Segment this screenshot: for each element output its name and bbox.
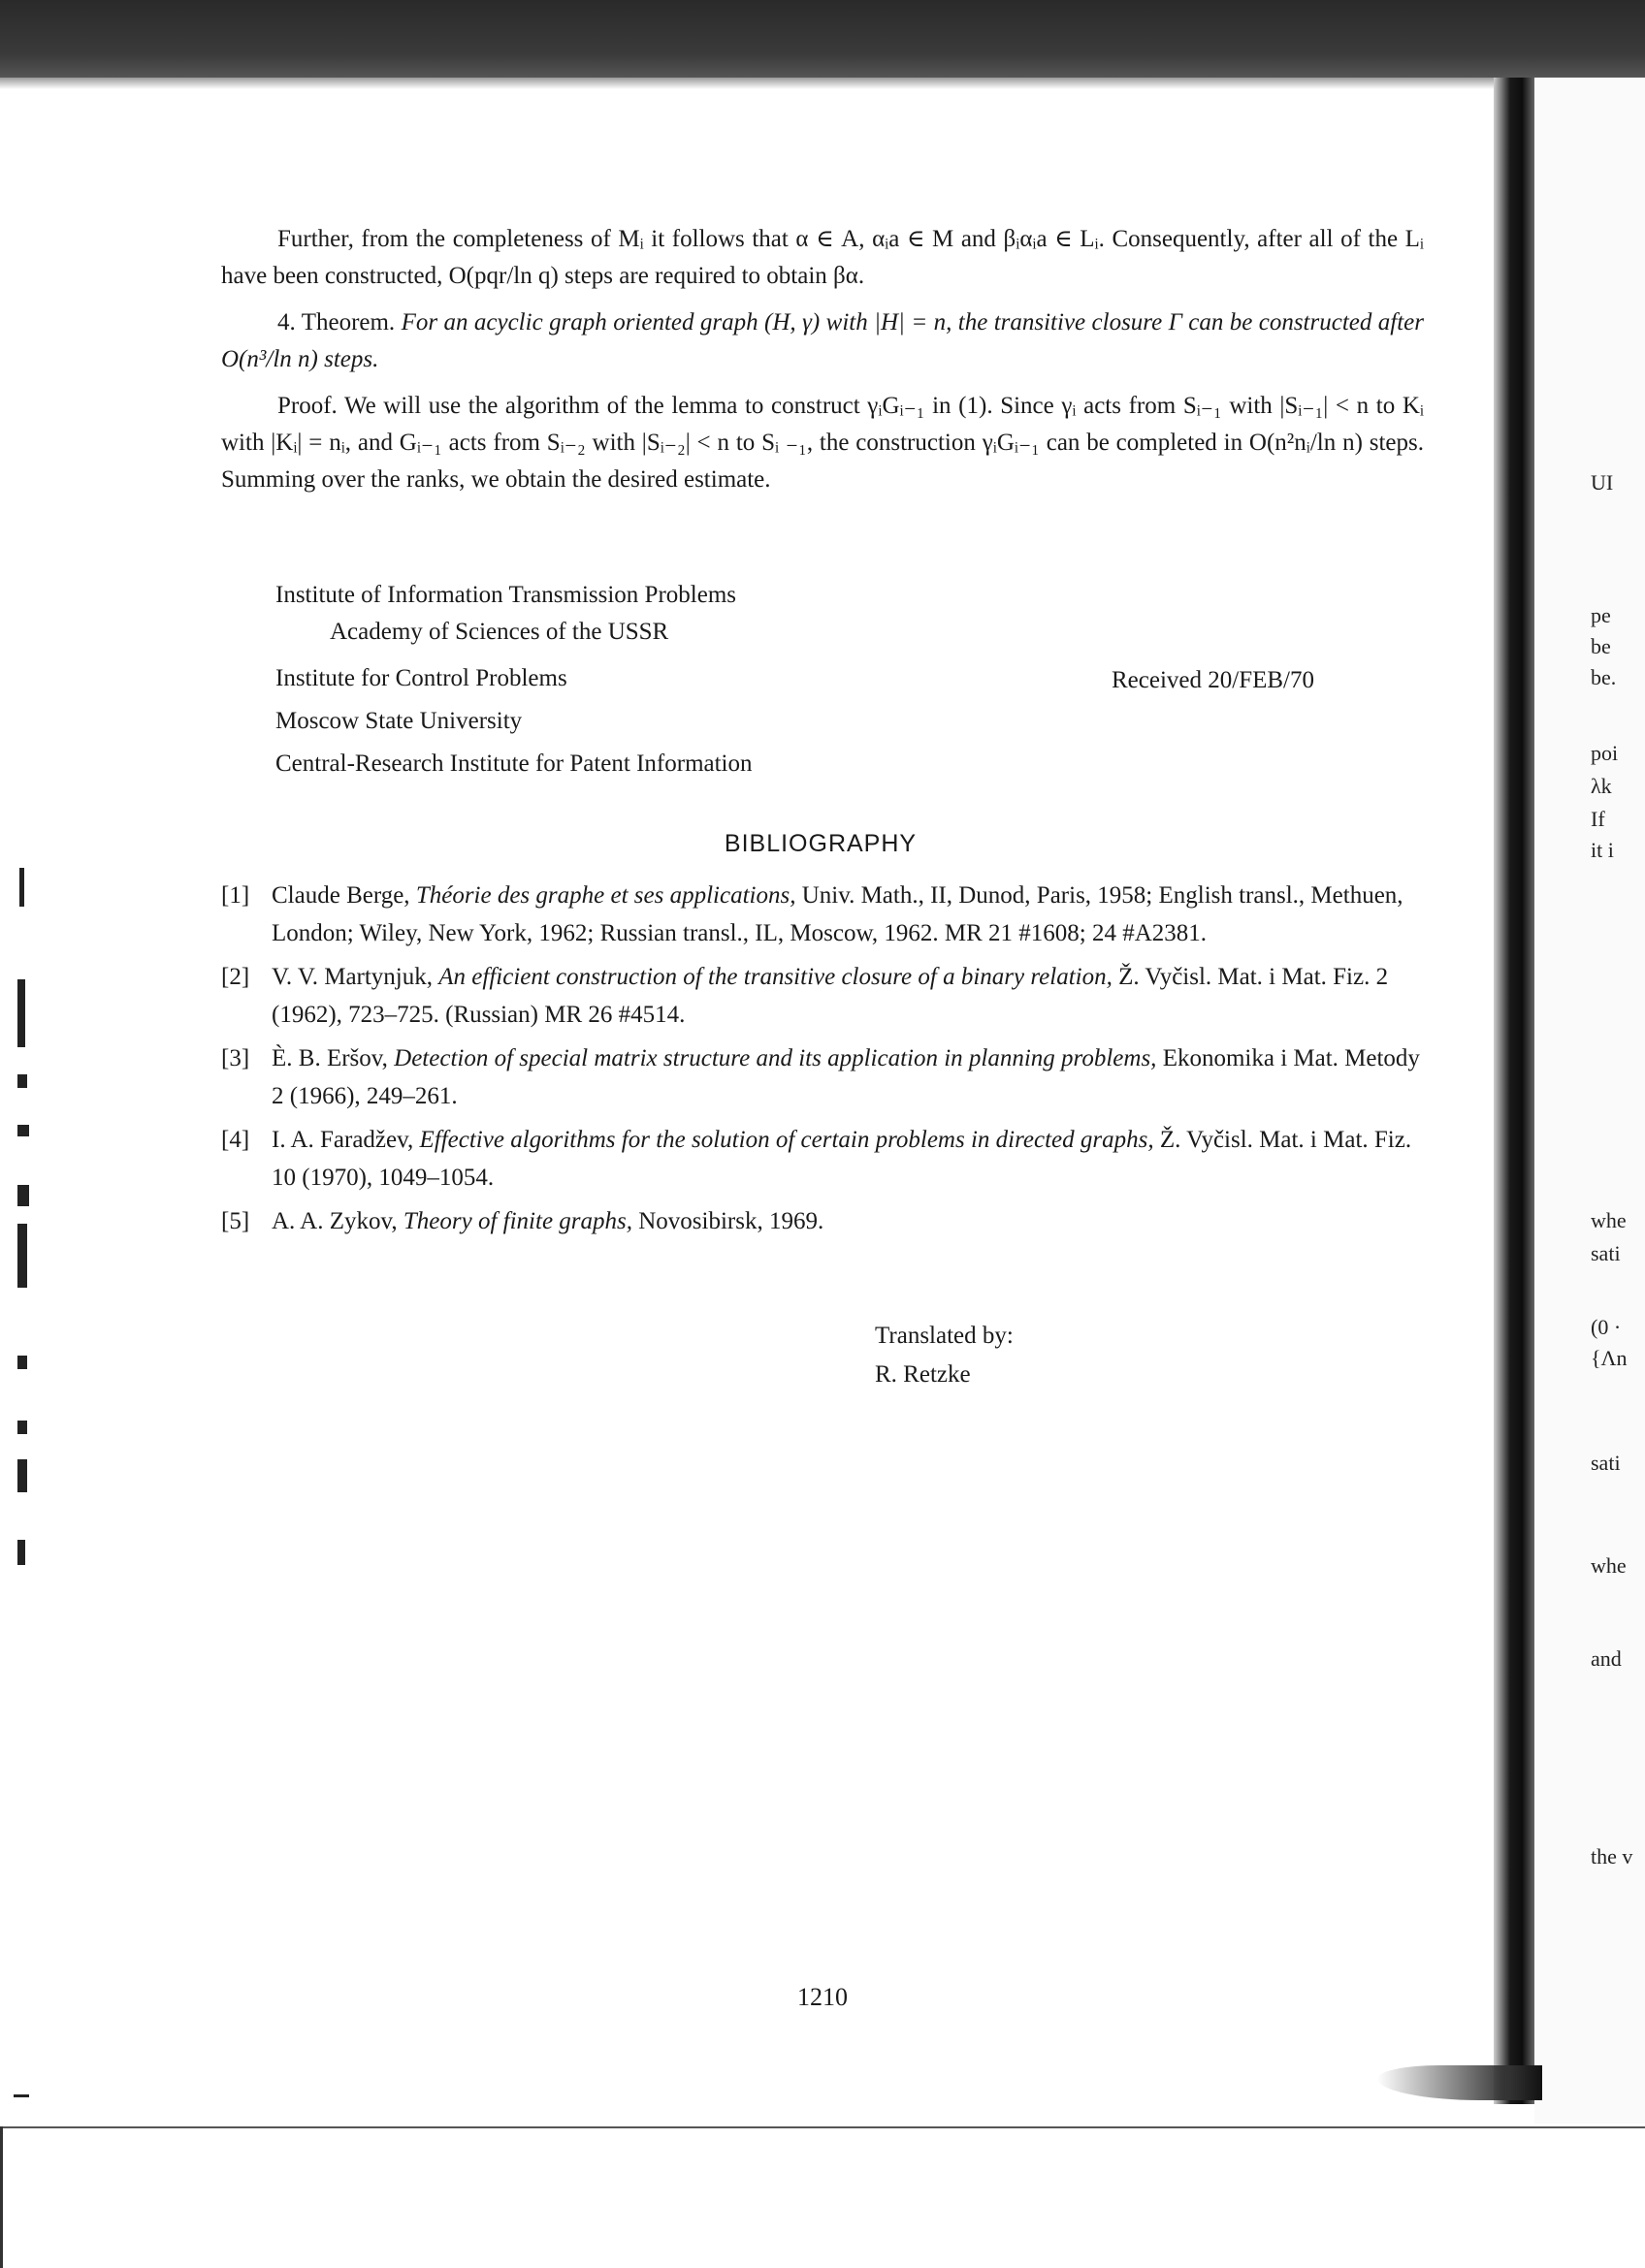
- reference-details: Ž. Vyčisl. Mat. i Mat. Fiz. 2 (1962), 723–725. (Russian) MR 26 #4514.: [272, 964, 1389, 1028]
- reference-author: V. V. Martynjuk,: [272, 964, 434, 990]
- facing-page-fragment: UI: [1591, 470, 1614, 495]
- received-date: Received 20/FEB/70: [1112, 667, 1314, 693]
- reference-title: Theory of finite graphs,: [403, 1208, 632, 1234]
- reference-item: [221, 1121, 1434, 1197]
- reference-number: [2]: [221, 964, 250, 990]
- spine-bottom-flare: [1377, 2065, 1542, 2100]
- margin-smudge: [19, 868, 24, 907]
- reference-title: Effective algorithms for the solution of certain problems in directed graphs,: [419, 1127, 1154, 1153]
- margin-smudge: [17, 1185, 29, 1206]
- affiliation-line: Central-Research Institute for Patent Information: [275, 751, 753, 777]
- translator-label: Translated by:: [875, 1323, 1014, 1349]
- reference-list: [221, 877, 1434, 1246]
- facing-page-fragment: pe: [1591, 603, 1611, 627]
- reference-title: Théorie des graphe et ses applications,: [415, 882, 796, 909]
- reference-details: Ekonomika i Mat. Metody 2 (1966), 249–261.: [272, 1045, 1420, 1109]
- facing-page-edge: [1534, 78, 1645, 2124]
- translator-credit: [875, 1317, 1014, 1394]
- facing-page-fragment: sati: [1591, 1241, 1621, 1265]
- facing-page-fragment: sati: [1591, 1451, 1621, 1475]
- margin-smudge: [14, 2094, 29, 2097]
- facing-page-fragment: the v: [1591, 1844, 1633, 1869]
- reference-details: Novosibirsk, 1969.: [638, 1208, 824, 1234]
- proof-paragraph: [221, 388, 1424, 498]
- proof-label: Proof.: [277, 393, 338, 419]
- margin-smudge: [17, 1540, 25, 1565]
- reference-number: [3]: [221, 1045, 250, 1071]
- affiliation-line: Academy of Sciences of the USSR: [330, 619, 669, 645]
- reference-item: [221, 1039, 1434, 1115]
- scan-corner-edge: [0, 2126, 3, 2268]
- margin-smudge: [17, 979, 25, 1047]
- facing-page-fragment: whe: [1591, 1208, 1627, 1232]
- facing-page-fragment: and: [1591, 1646, 1622, 1671]
- theorem-statement: For an acyclic graph oriented graph (H, γ) with |H| = n, the transitive closure Γ can be constructed after O(n³/ln n) steps.: [221, 309, 1424, 372]
- facing-page-fragment: be: [1591, 634, 1611, 658]
- reference-number: [5]: [221, 1208, 250, 1234]
- reference-item: [221, 877, 1434, 952]
- reference-item: [221, 958, 1434, 1034]
- reference-number: [4]: [221, 1127, 250, 1153]
- margin-smudge: [17, 1421, 27, 1434]
- margin-smudge: [17, 1356, 27, 1369]
- facing-page-fragment: whe: [1591, 1553, 1627, 1578]
- scan-top-fade: [0, 78, 1645, 89]
- facing-page-fragment: If: [1591, 807, 1605, 831]
- reference-details: Univ. Math., II, Dunod, Paris, 1958; English transl., Methuen, London; Wiley, New York, 1962; Russian transl., IL, Moscow, 1962. MR 21 #1608; 24 #A2381.: [272, 882, 1403, 946]
- reference-title: Detection of special matrix structure and its application in planning problems,: [394, 1045, 1157, 1071]
- page-number: 1210: [797, 1983, 848, 2011]
- book-spine-shadow: [1494, 78, 1534, 2104]
- body-text: [221, 221, 1424, 498]
- reference-item: [221, 1202, 1434, 1240]
- facing-page-fragment: (0 ·: [1591, 1315, 1622, 1339]
- facing-page-fragment: be.: [1591, 665, 1617, 689]
- reference-number: [1]: [221, 882, 250, 909]
- reference-author: I. A. Faradžev,: [272, 1127, 414, 1153]
- bibliography-heading: BIBLIOGRAPHY: [724, 830, 918, 857]
- affiliation-line: Moscow State University: [275, 708, 523, 734]
- reference-details: Ž. Vyčisl. Mat. i Mat. Fiz. 10 (1970), 1049–1054.: [272, 1127, 1412, 1191]
- facing-page-fragment: λk: [1591, 774, 1612, 798]
- facing-page-fragment: poi: [1591, 741, 1619, 765]
- translator-name: R. Retzke: [875, 1361, 971, 1388]
- margin-smudge: [17, 1125, 29, 1136]
- reference-author: Claude Berge,: [272, 882, 410, 909]
- theorem-paragraph: [221, 304, 1424, 378]
- reference-author: È. B. Eršov,: [272, 1045, 388, 1071]
- theorem-label: 4. Theorem.: [277, 309, 396, 335]
- margin-smudge: [17, 1074, 27, 1088]
- affiliation-line: Institute of Information Transmission Problems: [275, 582, 736, 608]
- proof-text: We will use the algorithm of the lemma to construct γᵢGᵢ₋₁ in (1). Since γᵢ acts from Sᵢ₋₁ with |Sᵢ₋₁| < n to Kᵢ with |Kᵢ| = nᵢ, and Gᵢ₋₁ acts from Sᵢ₋₂ with |Sᵢ₋₂| < n to Sᵢ ₋₁, the construction γᵢGᵢ₋₁ can be completed in O(n²nᵢ/ln n) steps. Summing over the ranks, we obtain the desired estimate.: [221, 393, 1424, 493]
- margin-smudge: [17, 1459, 27, 1492]
- reference-title: An efficient construction of the transitive closure of a binary relation,: [438, 964, 1113, 990]
- affiliation-line: Institute for Control Problems: [275, 665, 567, 691]
- facing-page-fragment: {Λn: [1591, 1346, 1628, 1370]
- scan-top-shadow: [0, 0, 1645, 78]
- paragraph-completeness: Further, from the completeness of Mᵢ it follows that α ∈ A, αᵢa ∈ M and βᵢαᵢa ∈ Lᵢ. Consequently, after all of the Lᵢ have been constructed, O(pqr/ln q) steps are required to obtain βα.: [221, 226, 1424, 289]
- reference-author: A. A. Zykov,: [272, 1208, 398, 1234]
- margin-smudge: [17, 1224, 27, 1288]
- scan-bottom-edge: [0, 2126, 1645, 2128]
- facing-page-fragment: it i: [1591, 838, 1614, 862]
